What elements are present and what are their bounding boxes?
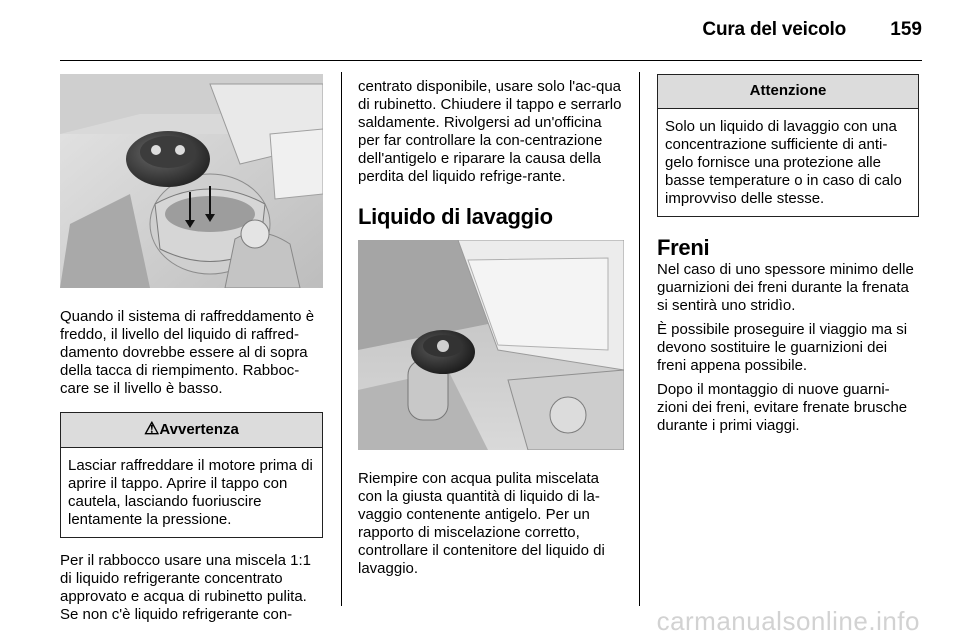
coolant-refill-paragraph: Per il rabbocco usare una miscela 1:1 di liquido refrigerante concentrato approvato e acqua di rubinetto pulita. Se non c'è liquido refrigerante con- [60, 552, 311, 623]
brakes-paragraph-1: Nel caso di uno spessore minimo delle guarnizioni dei freni durante la frenata si sentirà uno stridìo. [657, 261, 914, 314]
attention-box [657, 74, 919, 217]
washer-fluid-heading: Liquido di lavaggio [358, 204, 553, 229]
brakes-paragraph-3: Dopo il montaggio di nuove guarni-zioni dei freni, evitare frenate brusche durante i primi viaggi. [657, 381, 908, 434]
watermark: carmanualsonline.info [656, 606, 920, 636]
washer-fluid-paragraph: Riempire con acqua pulita miscelata con la giusta quantità di liquido di la-vaggio contenente antigelo. Per un rapporto di miscelazione corretto, controllare il contenitore del liquido di lavaggio. [358, 470, 605, 577]
warning-box-header [61, 413, 322, 448]
coolant-continuation-paragraph: centrato disponibile, usare solo l'ac-qua di rubinetto. Chiudere il tappo e serrarlo saldamente. Rivolgersi ad un'officina per far controllare la con-centrazione dell'antigelo e riparare la causa della perdita del liquido refrige-rante. [358, 78, 622, 185]
page-number: 159 [890, 19, 922, 40]
column-3 [657, 74, 919, 435]
warning-title: Avvertenza [159, 421, 239, 438]
washer-fluid-reservoir-photo [358, 240, 624, 450]
column-1 [60, 74, 323, 624]
page-section-title: Cura del veicolo [702, 19, 846, 40]
column-2 [358, 78, 624, 578]
attention-body: Solo un liquido di lavaggio con una concentrazione sufficiente di anti-gelo fornisce una protezione alle basse temperature o in caso di calo improvviso delle stesse. [665, 118, 902, 207]
column-divider-2 [639, 72, 640, 606]
brakes-heading: Freni [657, 235, 710, 260]
warning-body: Lasciar raffreddare il motore prima di aprire il tappo. Aprire il tappo con cautela, lasciando fuoriuscire lentamente la pressione. [68, 457, 313, 528]
attention-box-header: Attenzione [658, 75, 918, 109]
header-divider [60, 60, 922, 61]
brakes-paragraph-2: È possibile proseguire il viaggio ma si devono sostituire le guarnizioni dei freni appena possibile. [657, 321, 908, 374]
coolant-reservoir-photo [60, 74, 323, 288]
warning-icon: ⚠ [144, 419, 160, 438]
warning-box [60, 412, 323, 538]
coolant-level-paragraph: Quando il sistema di raffreddamento è freddo, il livello del liquido di raffred-damento dovrebbe essere al di sopra della tacca di riempimento. Rabboc-care se il livello è basso. [60, 308, 315, 397]
column-divider-1 [341, 72, 342, 606]
